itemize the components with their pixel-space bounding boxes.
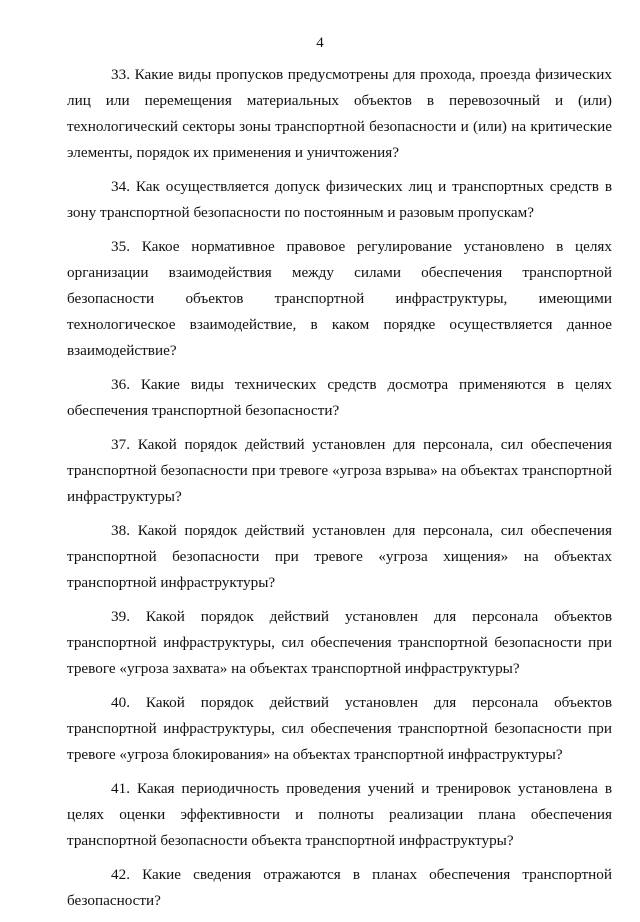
question-35: 35. Какое нормативное правовое регулирование установлено в целях организации взаимодействия между силами обеспечения транспортной безопасности объектов транспортной инфраструктуры, имеющими технологическое взаимодействие, в каком порядке осуществляется данное взаимодействие? <box>67 238 612 359</box>
question-34: 34. Как осуществляется допуск физических лиц и транспортных средств в зону транспортной безопасности по постоянным и разовым пропускам? <box>67 178 612 221</box>
question-37: 37. Какой порядок действий установлен для персонала, сил обеспечения транспортной безопасности при тревоге «угроза взрыва» на объектах транспортной инфраструктуры? <box>67 436 612 505</box>
page-number: 4 <box>316 35 324 51</box>
question-36: 36. Какие виды технических средств досмотра применяются в целях обеспечения транспортной безопасности? <box>67 376 612 419</box>
question-42: 42. Какие сведения отражаются в планах обеспечения транспортной безопасности? <box>67 866 612 909</box>
question-list <box>67 62 612 922</box>
question-40: 40. Какой порядок действий установлен для персонала объектов транспортной инфраструктуры, сил обеспечения транспортной безопасности при тревоге «угроза блокирования» на объектах транспортной инфраструктуры? <box>67 694 612 763</box>
question-38: 38. Какой порядок действий установлен для персонала, сил обеспечения транспортной безопасности при тревоге «угроза хищения» на объектах транспортной инфраструктуры? <box>67 522 612 591</box>
question-33: 33. Какие виды пропусков предусмотрены для прохода, проезда физических лиц или перемещения материальных объектов в перевозочный и (или) технологический секторы зоны транспортной безопасности и (или) на критические элементы, порядок их применения и уничтожения? <box>67 66 612 161</box>
question-39: 39. Какой порядок действий установлен для персонала объектов транспортной инфраструктуры, сил обеспечения транспортной безопасности при тревоге «угроза захвата» на объектах транспортной инфраструктуры? <box>67 608 612 677</box>
question-41: 41. Какая периодичность проведения учений и тренировок установлена в целях оценки эффективности и полноты реализации плана обеспечения транспортной безопасности объекта транспортной инфраструктуры? <box>67 780 612 849</box>
